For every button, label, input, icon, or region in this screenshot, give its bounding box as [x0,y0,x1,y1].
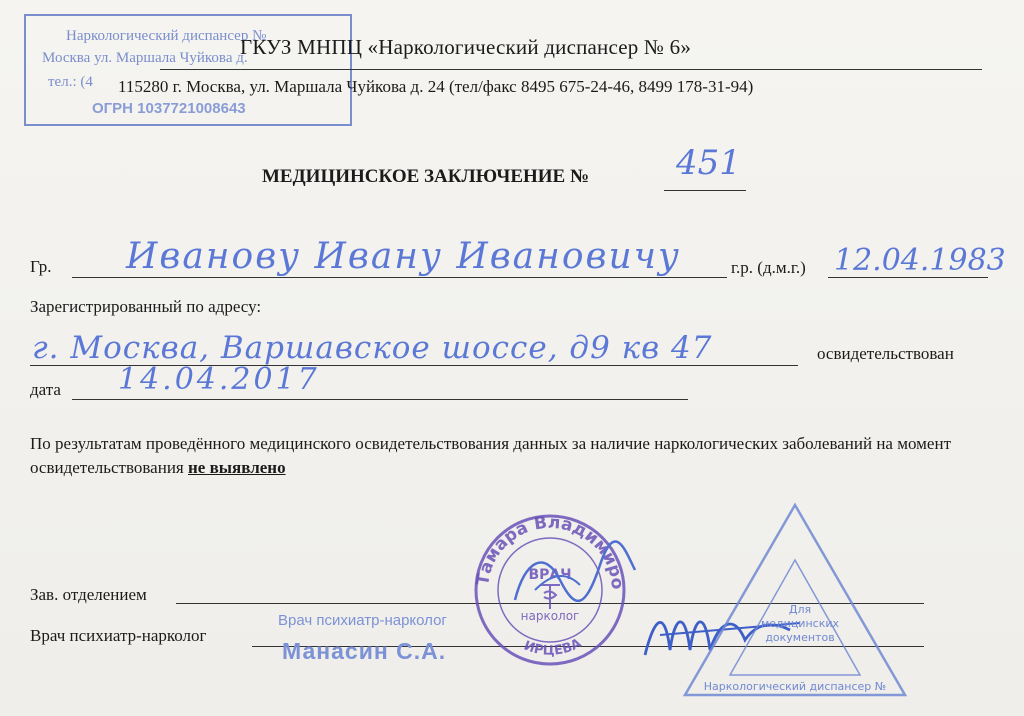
doctor-role: Врач психиатр-нарколог [278,612,447,629]
signature-scribble-1 [505,540,645,620]
doctor-name: Манасин С.А. [282,638,447,664]
triangle-bottom: Наркологический диспансер № [703,680,887,693]
document-title: МЕДИЦИНСКОЕ ЗАКЛЮЧЕНИЕ № [262,166,590,187]
name-rule [72,277,727,278]
header-stamp-ogrn: ОГРН 1037721008643 [92,100,246,117]
gr-label: Гр. [30,257,52,276]
header-rule [160,69,982,70]
header-stamp [24,14,352,126]
header-stamp-line3: тел.: (4 [48,74,93,90]
doctor-label: Врач психиатр-нарколог [30,626,207,645]
round-stamp-outer2: ИРЦЕВА [521,636,584,659]
examined-label: освидетельствован [817,344,954,363]
header-stamp-line2: Москва ул. Маршала Чуйкова д. [42,50,248,66]
org-name: ГКУЗ МНПЦ «Наркологический диспансер № 6» [240,35,692,59]
round-stamp-center-bottom: нарколог [520,609,580,623]
address-label: Зарегистрированный по адресу: [30,297,262,316]
patient-name: Иванову Ивану Ивановичу [126,236,681,277]
svg-text:ИРЦЕВА [522,636,584,659]
triangle-stamp [680,500,910,700]
document-number: 451 [676,143,741,183]
header-stamp-line1: Наркологический диспансер № [66,28,267,44]
triangle-center-3: документов [765,631,835,644]
triangle-center-2: медицинских [761,617,839,630]
conclusion-text [30,432,990,480]
date-rule [72,399,688,400]
dob-value: 12.04.1983 [834,243,1006,278]
org-address: 115280 г. Москва, ул. Маршала Чуйкова д. 24 (тел/факс 8495 675-24-46, 8499 178-31-94) [118,77,754,96]
triangle-center-1: Для [788,603,812,616]
date-value: 14.04.2017 [118,362,320,397]
conclusion-body: По результатам проведённого медицинского освидетельствования данных за наличие наркологических заболеваний на момент освидетельствования [30,434,951,477]
round-stamp-center-top: ВРАЧ [528,567,572,583]
round-stamp-outer: Тамара Владимировна [464,490,628,591]
dob-label: г.р. (д.м.г.) [731,258,806,277]
conclusion-result: не выявлено [188,458,286,477]
head-label: Зав. отделением [30,585,147,604]
date-label: дата [30,380,61,399]
address-value: г. Москва, Варшавское шоссе, д9 кв 47 [32,330,713,366]
doctor-name-stamp [276,612,466,674]
number-rule [664,190,746,191]
